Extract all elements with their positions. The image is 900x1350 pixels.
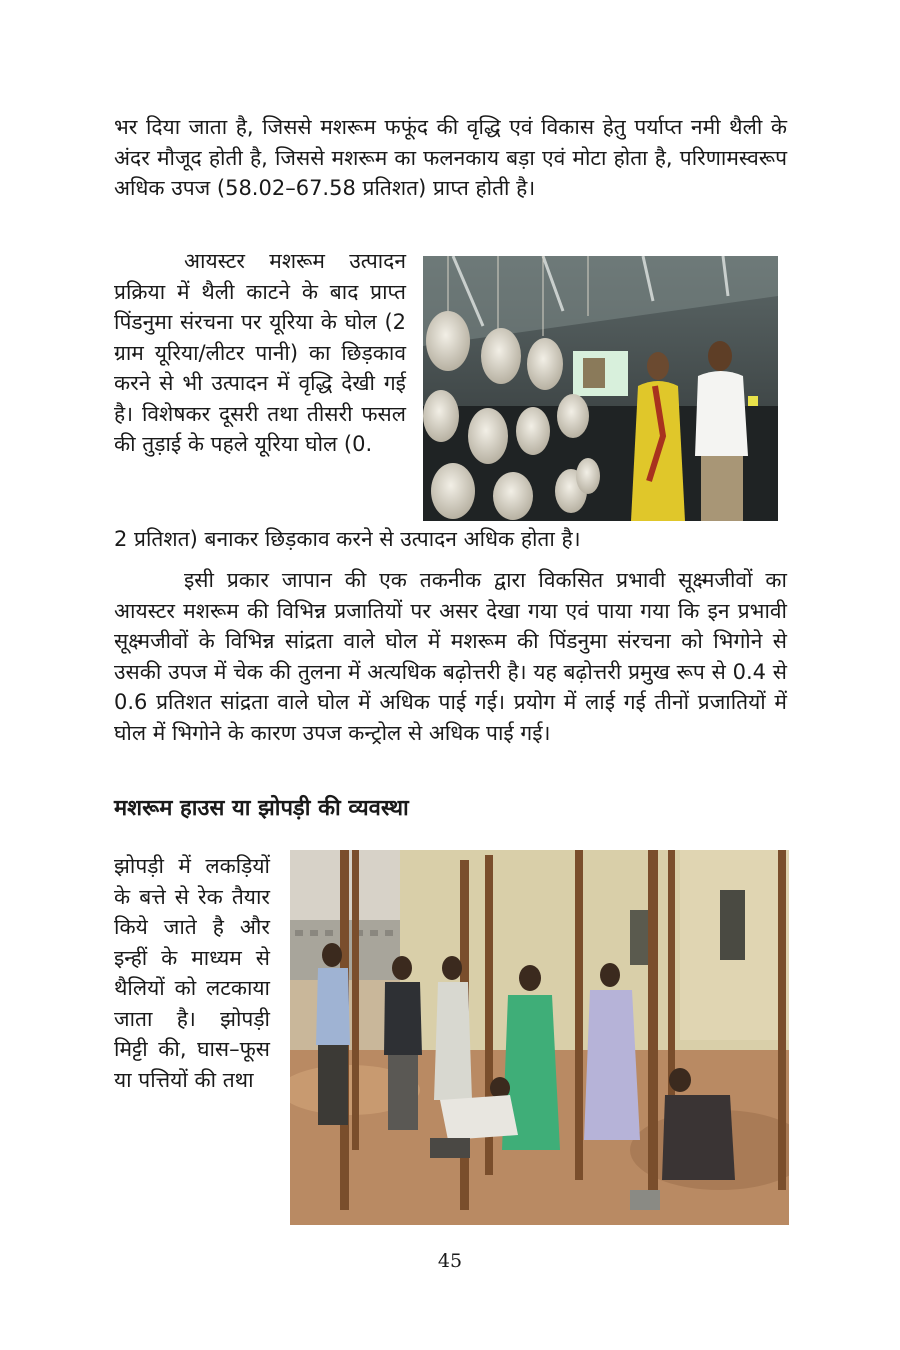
page-number: 45 bbox=[437, 1250, 463, 1272]
mushroom-hut-construction-photo bbox=[290, 850, 789, 1225]
mushroom-bags-hanging-photo bbox=[423, 256, 778, 521]
body-paragraph-3: इसी प्रकार जापान की एक तकनीक द्वारा विकसित प्रभावी सूक्ष्मजीवों का आयस्टर मशरूम की विभिन्न प्रजातियों पर असर देखा गया एवं पाया गया कि इन प्रभावी सूक्ष्मजीवों के विभिन्न सांद्रता वाले घोल में मशरूम की पिंडनुमा संरचना को भिगोने से उसकी उपज में चेक की तुलना में अत्यधिक बढ़ोत्तरी है। यह बढ़ोत्तरी प्रमुख रूप से 0.4 से 0.6 प्रतिशत सांद्रता वाले घोल में अधिक पाई गई। प्रयोग में लाई गई तीनों प्रजातियों में घोल में भिगोने के कारण उपज कन्ट्रोल से अधिक पाई गई। bbox=[114, 568, 787, 745]
body-paragraph-2 bbox=[114, 246, 406, 460]
body-paragraph-1: भर दिया जाता है, जिससे मशरूम फफूंद की वृद्धि एवं विकास हेतु पर्याप्त नमी थैली के अंदर मौजूद होती है, जिससे मशरूम का फलनकाय बड़ा एवं मोटा होता है, परिणामस्वरूप अधिक उपज (58.02–67.58 प्रतिशत) प्राप्त होती है। bbox=[114, 115, 787, 200]
mushroom-bags-hanging-illustration bbox=[423, 256, 778, 521]
body-paragraph-2-text: आयस्टर मशरूम उत्पादन प्रक्रिया में थैली काटने के बाद प्राप्त पिंडनुमा संरचना पर यूरिया के घोल (2 ग्राम यूरिया/लीटर पानी) का छिड़काव करने से भी उत्पादन में वृद्धि देखी गई है। विशेषकर दूसरी तथा तीसरी फसल की तुड़ाई के पहले यूरिया घोल (0. bbox=[114, 249, 406, 456]
body-paragraph-4: झोपड़ी में लकड़ियों के बत्ते से रेक तैयार किये जाते है और इन्हीं के माध्यम से थैलियों को लटकाया जाता है। झोपड़ी मिट्टी की, घास–फूस या पत्तियों की तथा bbox=[114, 854, 270, 1092]
mushroom-hut-construction-illustration bbox=[290, 850, 789, 1225]
section-heading: मशरूम हाउस या झोपड़ी की व्यवस्था bbox=[114, 796, 409, 821]
body-paragraph-2-continuation: 2 प्रतिशत) बनाकर छिड़काव करने से उत्पादन अधिक होता है। bbox=[114, 527, 581, 551]
